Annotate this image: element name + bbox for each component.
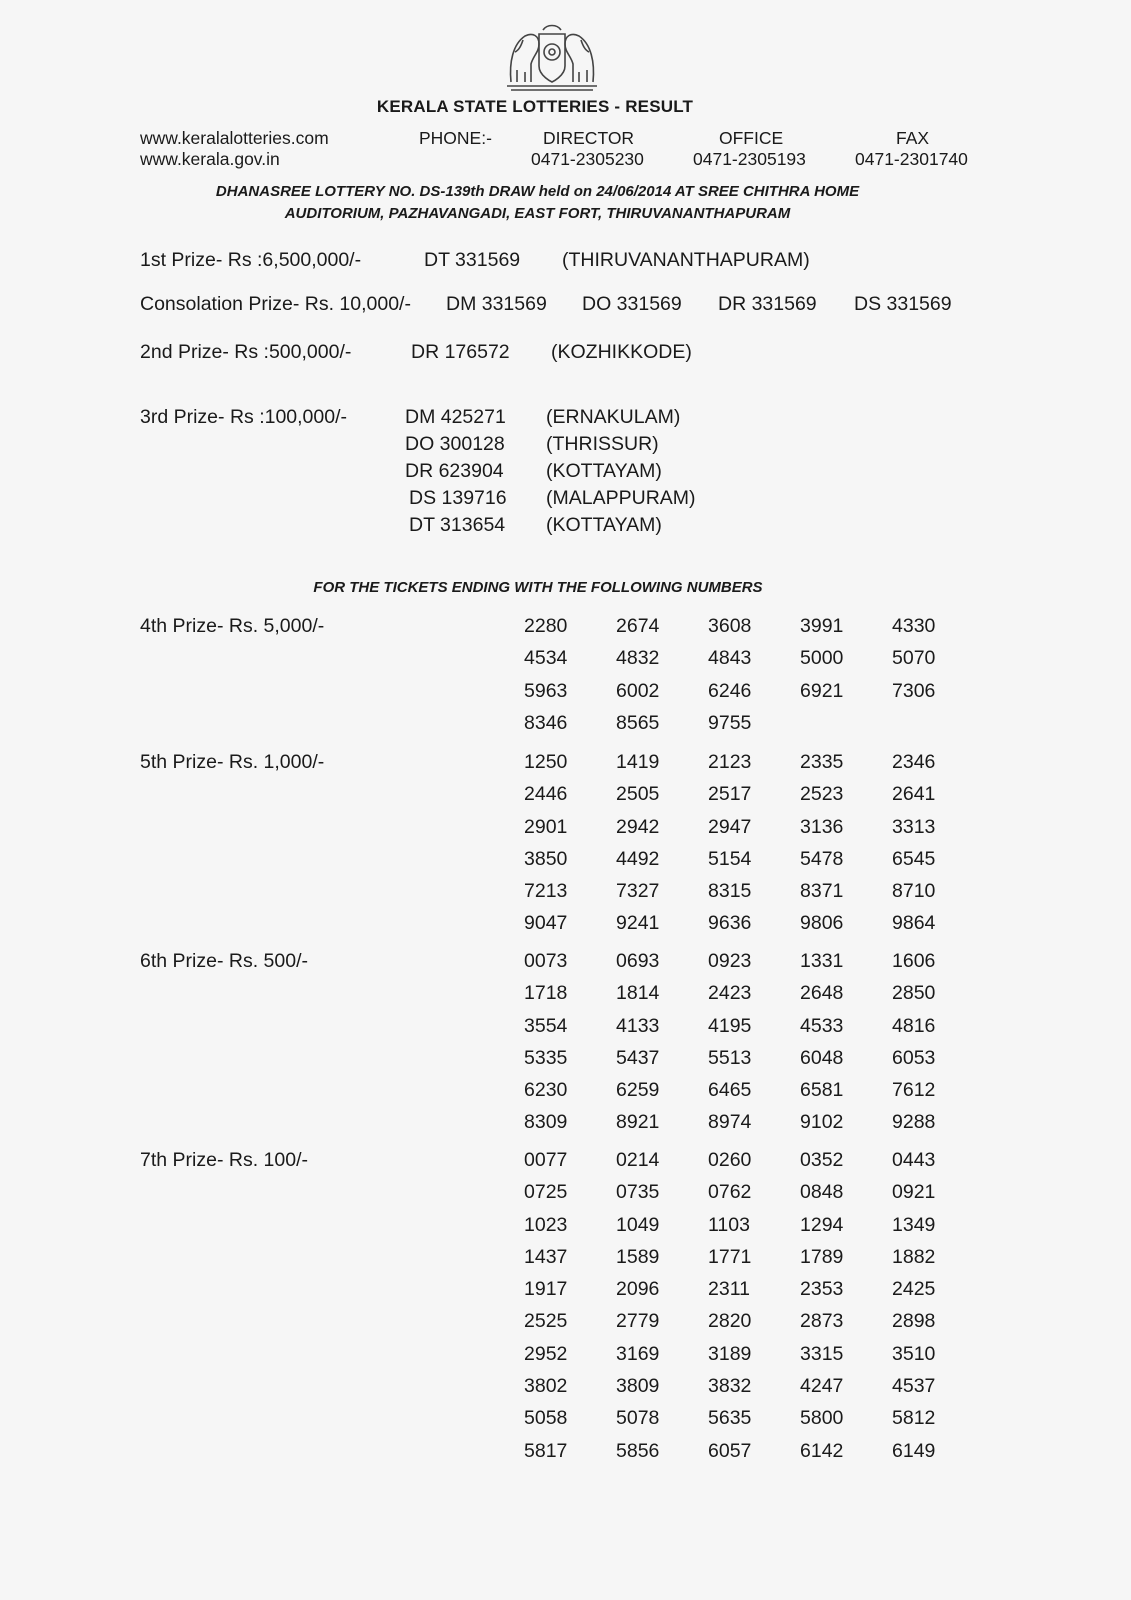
prize-number: 5856 <box>616 1439 660 1462</box>
prize-number: 5437 <box>616 1046 660 1069</box>
prize-number: 5513 <box>708 1046 752 1069</box>
third-prize-ticket: DT 313654 <box>409 514 506 536</box>
prize-number: 4247 <box>800 1375 844 1398</box>
consolation-ticket: DO 331569 <box>582 293 682 315</box>
prize-number: 1882 <box>892 1245 936 1268</box>
prize-number: 2779 <box>616 1310 660 1333</box>
prize-number: 2096 <box>616 1278 660 1301</box>
prize-number: 3136 <box>800 815 844 838</box>
consolation-ticket: DM 331569 <box>446 293 547 315</box>
prize-number: 2280 <box>524 615 568 637</box>
prize-number: 6142 <box>800 1439 844 1462</box>
prize-number: 1049 <box>616 1213 660 1236</box>
prize-number: 0352 <box>800 1149 844 1171</box>
prize-number: 5635 <box>708 1407 752 1430</box>
kerala-state-emblem-icon <box>503 22 601 94</box>
phone-label: PHONE:- <box>419 128 492 148</box>
prize-number: 1349 <box>892 1213 936 1236</box>
prize-number: 2873 <box>800 1310 844 1333</box>
prize-number: 1331 <box>800 950 844 972</box>
prize-number: 0443 <box>892 1149 936 1171</box>
third-prize-place: (MALAPPURAM) <box>546 487 696 509</box>
prize-number: 0848 <box>800 1181 844 1204</box>
prize-number: 2641 <box>892 783 936 806</box>
prize-number: 6230 <box>524 1079 568 1102</box>
prize-number: 2850 <box>892 982 936 1005</box>
prize-number: 0762 <box>708 1181 752 1204</box>
prize-number: 1789 <box>800 1245 844 1268</box>
prize-number: 5154 <box>708 847 752 870</box>
prize-number: 2425 <box>892 1278 936 1301</box>
prize-number: 4133 <box>616 1014 660 1037</box>
prize-number: 2335 <box>800 751 844 773</box>
third-prize-ticket: DR 623904 <box>405 460 504 482</box>
prize-number: 6246 <box>708 679 752 702</box>
prize-number: 1917 <box>524 1278 568 1301</box>
prize-number: 2952 <box>524 1342 568 1365</box>
prize-number: 3832 <box>708 1375 752 1398</box>
prize-number: 4832 <box>616 647 660 670</box>
prize-number: 4534 <box>524 647 568 670</box>
prize-number: 2311 <box>708 1278 750 1301</box>
prize-number: 0260 <box>708 1149 752 1171</box>
prize-number: 5000 <box>800 647 844 670</box>
prize-number: 2525 <box>524 1310 568 1333</box>
prize-number: 2523 <box>800 783 844 806</box>
prize-number: 6921 <box>800 679 844 702</box>
website-secondary: www.kerala.gov.in <box>140 149 280 169</box>
prize-number: 2505 <box>616 783 660 806</box>
prize-number: 2123 <box>708 751 752 773</box>
prize-number: 8346 <box>524 711 568 734</box>
prize-number: 0735 <box>616 1181 660 1204</box>
consolation-prize-label: Consolation Prize- Rs. 10,000/- <box>140 293 411 315</box>
sixth-prize-label: 6th Prize- Rs. 500/- <box>140 950 308 972</box>
consolation-ticket: DS 331569 <box>854 293 952 315</box>
prize-number: 0214 <box>616 1149 660 1171</box>
prize-number: 5800 <box>800 1407 844 1430</box>
prize-number: 3809 <box>616 1375 660 1398</box>
prize-number: 8974 <box>708 1111 752 1134</box>
prize-number: 2901 <box>524 815 568 838</box>
prize-number: 9755 <box>708 711 752 734</box>
prize-number: 8921 <box>616 1111 660 1134</box>
office-label: OFFICE <box>719 128 784 148</box>
third-prize-label: 3rd Prize- Rs :100,000/- <box>140 406 348 428</box>
second-prize-label: 2nd Prize- Rs :500,000/- <box>140 341 352 363</box>
fourth-prize-numbers <box>524 615 984 744</box>
fifth-prize-label: 5th Prize- Rs. 1,000/- <box>140 751 325 773</box>
prize-number: 8710 <box>892 880 936 903</box>
third-prize-place: (KOTTAYAM) <box>546 514 662 536</box>
prize-number: 5478 <box>800 847 844 870</box>
prize-number: 9102 <box>800 1111 844 1134</box>
prize-number: 6259 <box>616 1079 660 1102</box>
prize-number: 1294 <box>800 1213 844 1236</box>
prize-number: 0077 <box>524 1149 568 1171</box>
prize-number: 4330 <box>892 615 936 637</box>
first-prize-ticket: DT 331569 <box>424 249 521 271</box>
prize-number: 3991 <box>800 615 844 637</box>
prize-number: 1606 <box>892 950 936 972</box>
prize-number: 8315 <box>708 880 752 903</box>
prize-number: 2898 <box>892 1310 936 1333</box>
prize-number: 3315 <box>800 1342 844 1365</box>
prize-number: 9806 <box>800 912 844 935</box>
prize-number: 3554 <box>524 1014 568 1037</box>
prize-number: 1023 <box>524 1213 568 1236</box>
prize-number: 8309 <box>524 1111 568 1134</box>
prize-number: 2353 <box>800 1278 844 1301</box>
prize-number: 1103 <box>708 1213 750 1236</box>
prize-number: 2446 <box>524 783 568 806</box>
prize-number: 7327 <box>616 880 660 903</box>
prize-number: 3802 <box>524 1375 568 1398</box>
prize-number: 9864 <box>892 912 936 935</box>
prize-number: 9636 <box>708 912 752 935</box>
first-prize-place: (THIRUVANANTHAPURAM) <box>562 249 810 271</box>
prize-number: 6057 <box>708 1439 752 1462</box>
prize-number: 3189 <box>708 1342 752 1365</box>
prize-number: 1718 <box>524 982 568 1005</box>
prize-number: 5963 <box>524 679 568 702</box>
prize-number: 1419 <box>616 751 660 773</box>
fax-phone: 0471-2301740 <box>855 149 968 169</box>
prize-number: 2674 <box>616 615 660 637</box>
prize-number: 5817 <box>524 1439 568 1462</box>
prize-number: 2517 <box>708 783 752 806</box>
prize-number: 3850 <box>524 847 568 870</box>
prize-number: 3313 <box>892 815 936 838</box>
prize-number: 2648 <box>800 982 844 1005</box>
prize-number: 7612 <box>892 1079 936 1102</box>
prize-number: 7213 <box>524 880 568 903</box>
second-prize-place: (KOZHIKKODE) <box>551 341 692 363</box>
prize-number: 7306 <box>892 679 936 702</box>
prize-number: 2346 <box>892 751 936 773</box>
page-title: KERALA STATE LOTTERIES - RESULT <box>376 97 694 116</box>
prize-number: 5812 <box>892 1407 936 1430</box>
director-phone: 0471-2305230 <box>531 149 644 169</box>
prize-number: 6002 <box>616 679 660 702</box>
draw-info-line-2: AUDITORIUM, PAZHAVANGADI, EAST FORT, THIRUVANANTHAPURAM <box>284 205 791 222</box>
prize-number: 1771 <box>708 1245 752 1268</box>
prize-number: 4843 <box>708 647 752 670</box>
prize-number: 0073 <box>524 950 568 972</box>
third-prize-ticket: DO 300128 <box>405 433 505 455</box>
prize-number: 3608 <box>708 615 752 637</box>
seventh-prize-numbers <box>524 1149 984 1472</box>
prize-number: 2820 <box>708 1310 752 1333</box>
first-prize-label: 1st Prize- Rs :6,500,000/- <box>140 249 362 271</box>
third-prize-place: (THRISSUR) <box>546 433 659 455</box>
prize-number: 1437 <box>524 1245 568 1268</box>
prize-number: 3510 <box>892 1342 936 1365</box>
fifth-prize-numbers <box>524 751 984 945</box>
prize-number: 8371 <box>800 880 844 903</box>
prize-number: 6581 <box>800 1079 844 1102</box>
prize-number: 9288 <box>892 1111 936 1134</box>
prize-number: 4537 <box>892 1375 936 1398</box>
prize-number: 0923 <box>708 950 752 972</box>
third-prize-place: (ERNAKULAM) <box>546 406 681 428</box>
prize-number: 6545 <box>892 847 936 870</box>
prize-number: 9047 <box>524 912 568 935</box>
prize-number: 8565 <box>616 711 660 734</box>
prize-number: 6465 <box>708 1079 752 1102</box>
prize-number: 4533 <box>800 1014 844 1037</box>
prize-number: 3169 <box>616 1342 660 1365</box>
website-primary: www.keralalotteries.com <box>140 128 329 148</box>
prize-number: 4816 <box>892 1014 936 1037</box>
sixth-prize-numbers <box>524 950 984 1144</box>
prize-number: 6149 <box>892 1439 936 1462</box>
prize-number: 4492 <box>616 847 660 870</box>
prize-number: 5078 <box>616 1407 660 1430</box>
director-label: DIRECTOR <box>543 128 635 148</box>
third-prize-ticket: DS 139716 <box>409 487 507 509</box>
fourth-prize-label: 4th Prize- Rs. 5,000/- <box>140 615 325 637</box>
second-prize-ticket: DR 176572 <box>411 341 510 363</box>
seventh-prize-label: 7th Prize- Rs. 100/- <box>140 1149 308 1171</box>
prize-number: 2423 <box>708 982 752 1005</box>
prize-number: 2947 <box>708 815 752 838</box>
prize-number: 9241 <box>616 912 660 935</box>
prize-number: 4195 <box>708 1014 752 1037</box>
prize-number: 0725 <box>524 1181 568 1204</box>
prize-number: 1589 <box>616 1245 660 1268</box>
prize-number: 5058 <box>524 1407 568 1430</box>
third-prize-ticket: DM 425271 <box>405 406 506 428</box>
prize-number: 2942 <box>616 815 660 838</box>
prize-number: 5335 <box>524 1046 568 1069</box>
prize-number: 6053 <box>892 1046 936 1069</box>
prize-number: 1250 <box>524 751 568 773</box>
third-prize-place: (KOTTAYAM) <box>546 460 662 482</box>
ending-numbers-heading: FOR THE TICKETS ENDING WITH THE FOLLOWING NUMBERS <box>313 579 763 596</box>
consolation-ticket: DR 331569 <box>718 293 817 315</box>
fax-label: FAX <box>896 128 930 148</box>
draw-info-line-1: DHANASREE LOTTERY NO. DS-139th DRAW held on 24/06/2014 AT SREE CHITHRA HOME <box>215 183 860 200</box>
prize-number: 5070 <box>892 647 936 670</box>
prize-number: 6048 <box>800 1046 844 1069</box>
prize-number: 0693 <box>616 950 660 972</box>
prize-number: 1814 <box>616 982 660 1005</box>
office-phone: 0471-2305193 <box>693 149 806 169</box>
prize-number: 0921 <box>892 1181 936 1204</box>
